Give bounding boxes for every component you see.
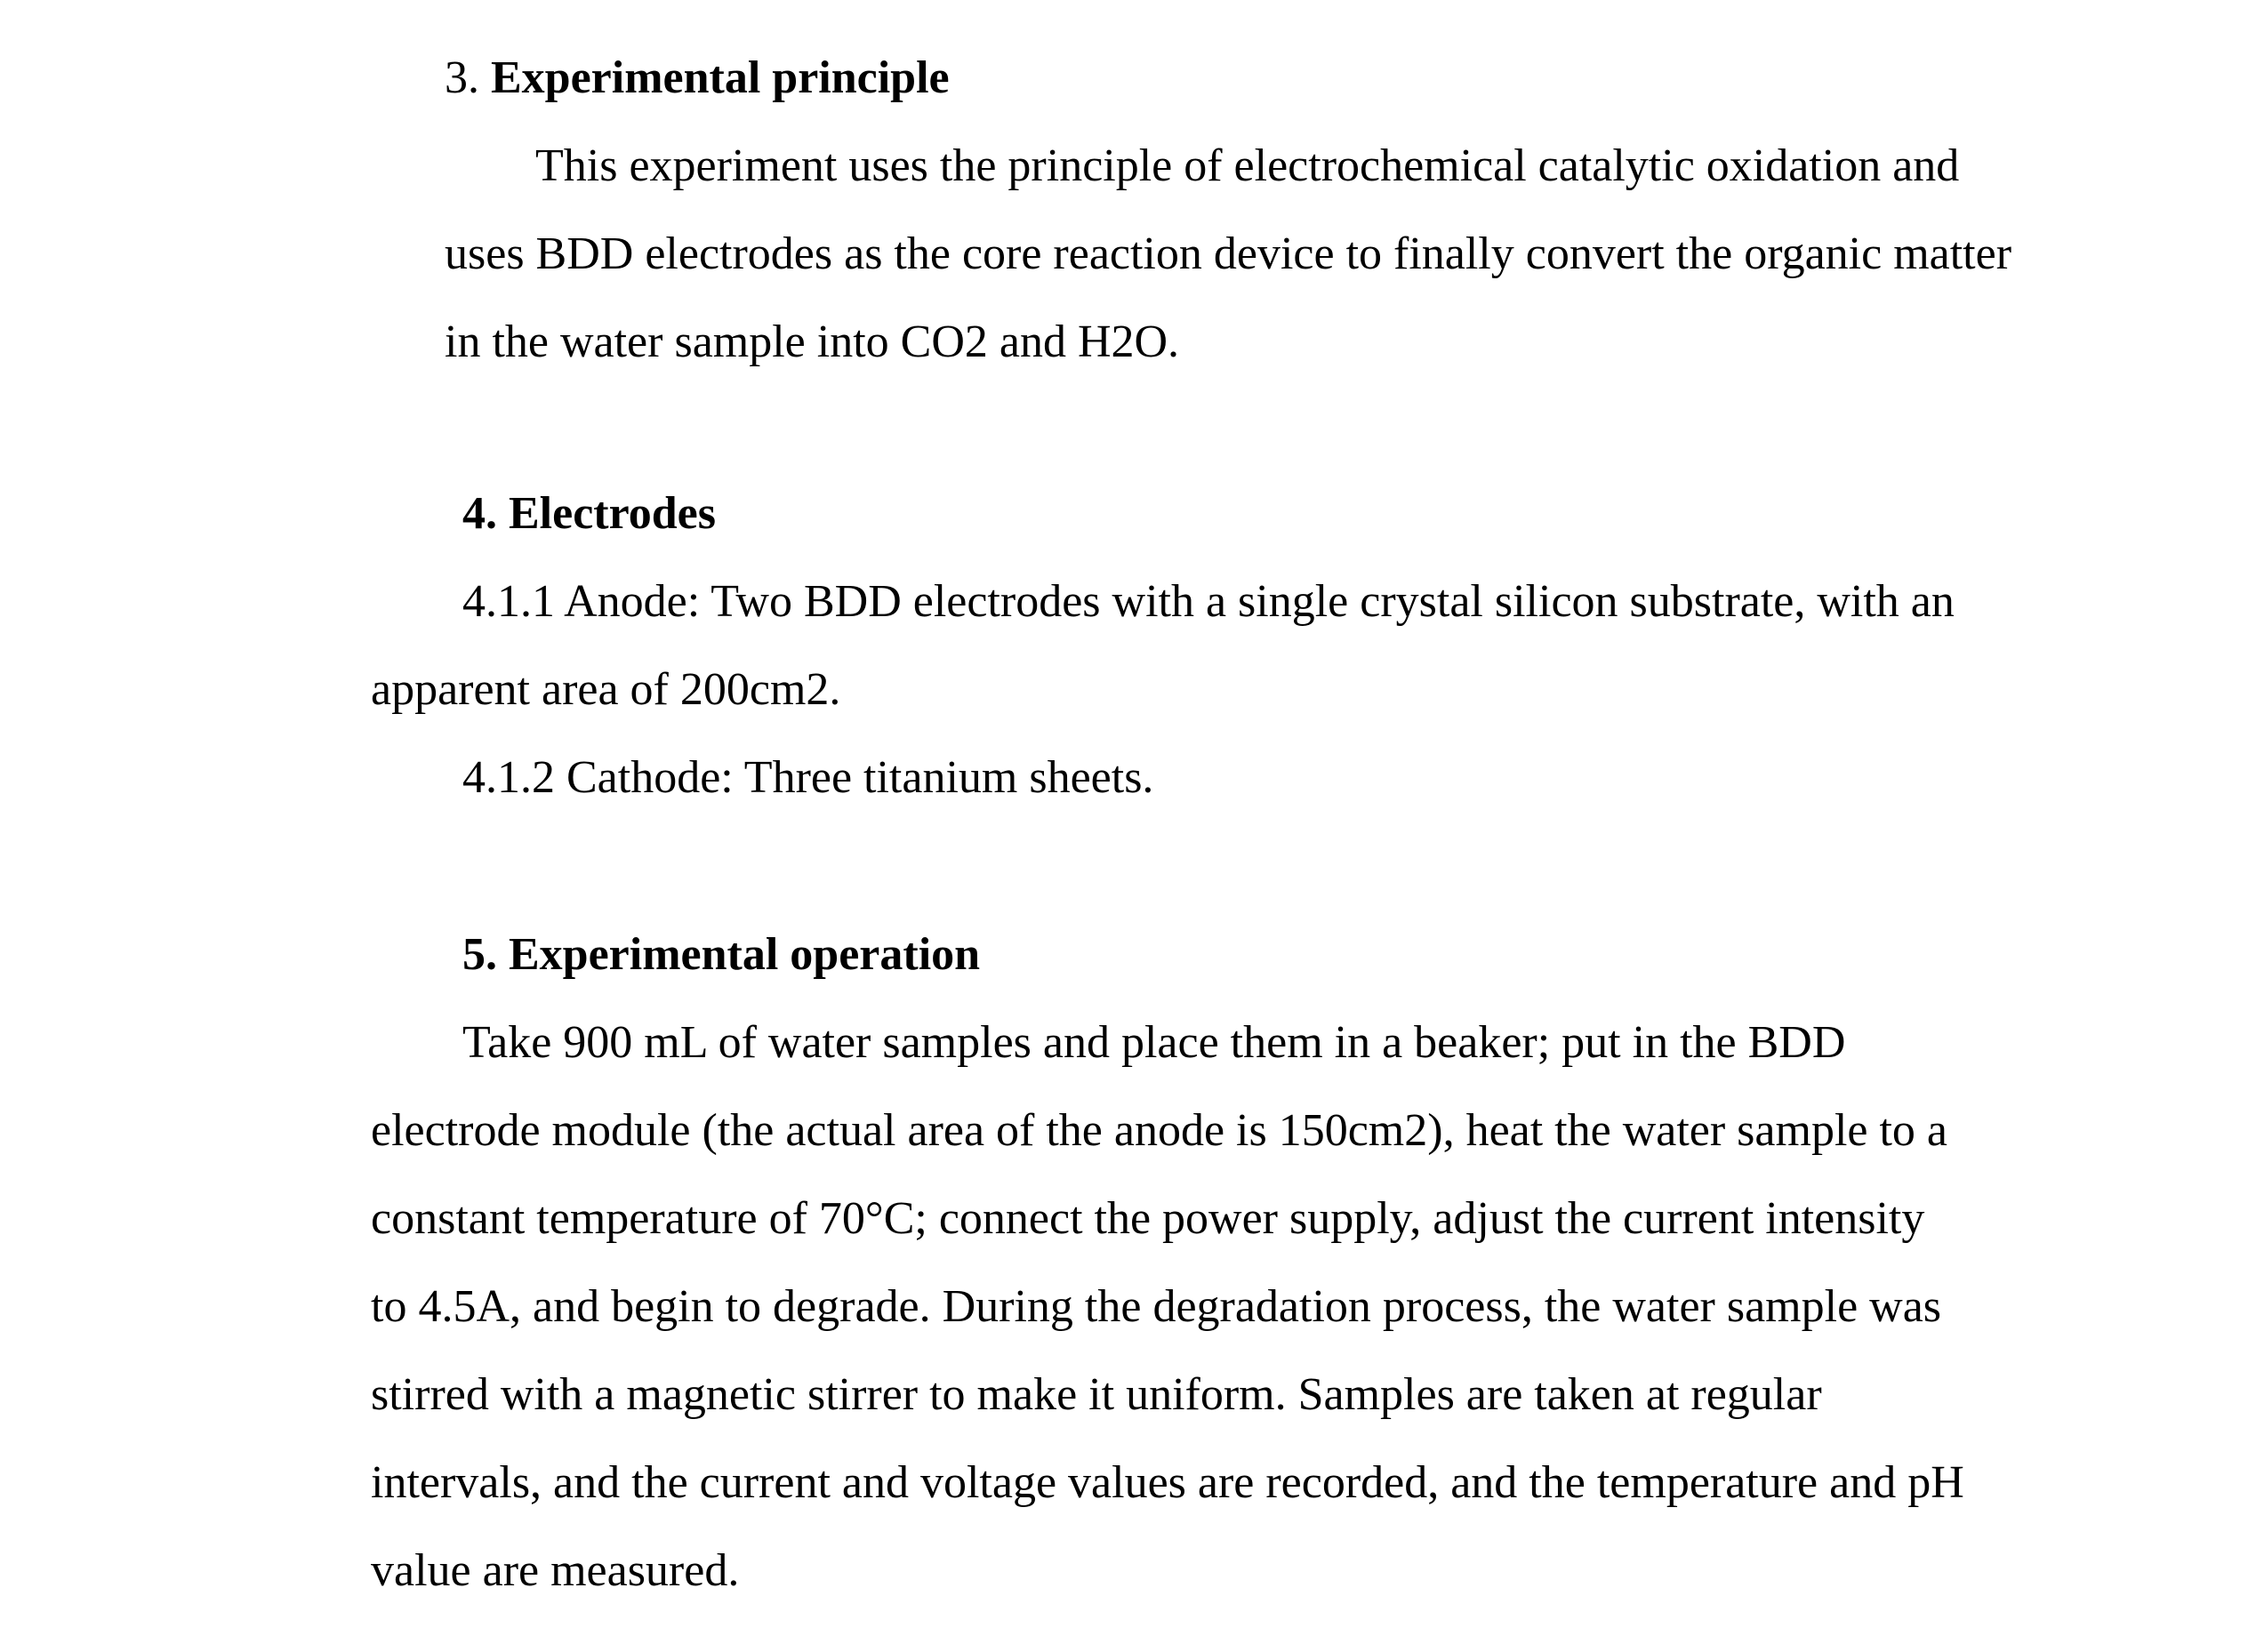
anode-line: 4.1.1 Anode: Two BDD electrodes with a single crystal silicon substrate, with an xyxy=(462,576,1955,627)
section-3-paragraph-line: uses BDD electrodes as the core reaction device to finally convert the organic matter xyxy=(445,229,2012,279)
section-3-title: Experimental principle xyxy=(491,52,950,103)
section-4-heading: 4. Electrodes xyxy=(462,488,716,539)
section-5-paragraph-line: Take 900 mL of water samples and place them in a beaker; put in the BDD xyxy=(462,1017,1846,1068)
section-5-paragraph-line: to 4.5A, and begin to degrade. During the degradation process, the water sample was xyxy=(371,1281,1942,1332)
section-5-heading: 5. Experimental operation xyxy=(462,929,981,980)
cathode-line: 4.1.2 Cathode: Three titanium sheets. xyxy=(462,752,1154,803)
section-3-paragraph-line: This experiment uses the principle of electrochemical catalytic oxidation and xyxy=(535,140,1960,191)
section-3-paragraph-line: in the water sample into CO2 and H2O. xyxy=(445,317,1180,367)
section-5-paragraph-line: intervals, and the current and voltage values are recorded, and the temperature and pH xyxy=(371,1457,1964,1508)
section-5-paragraph-line: value are measured. xyxy=(371,1545,740,1596)
section-5-paragraph-line: electrode module (the actual area of the anode is 150cm2), heat the water sample to a xyxy=(371,1105,1948,1156)
section-3-number: 3. xyxy=(445,52,491,103)
anode-line: apparent area of 200cm2. xyxy=(371,664,841,715)
section-5-paragraph-line: constant temperature of 70°C; connect the power supply, adjust the current intensity xyxy=(371,1193,1925,1244)
section-3-heading xyxy=(445,52,950,105)
section-5-paragraph-line: stirred with a magnetic stirrer to make it uniform. Samples are taken at regular xyxy=(371,1369,1822,1420)
